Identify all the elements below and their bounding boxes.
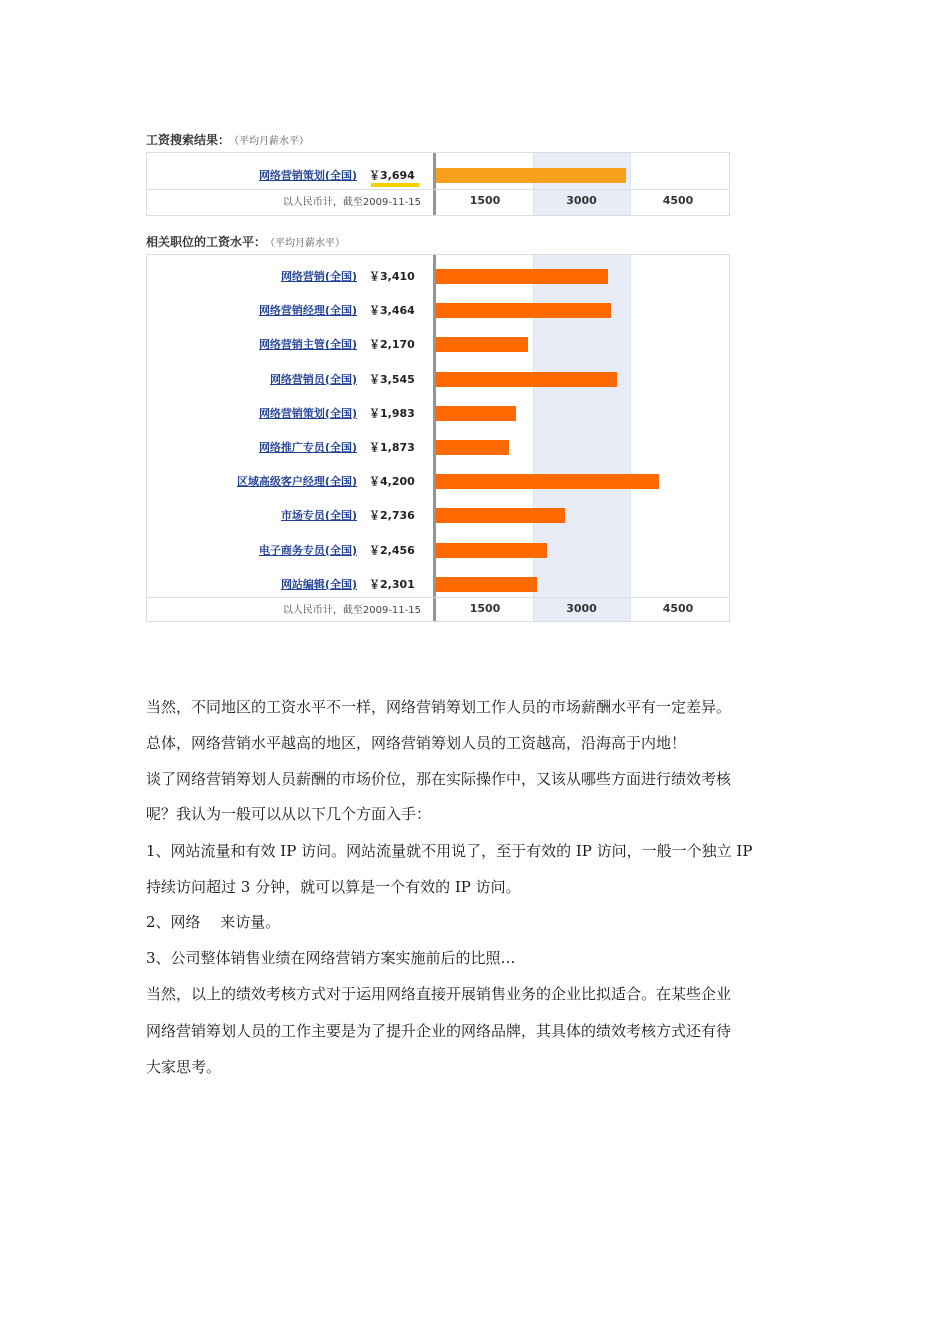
value-label: ￥1,873 bbox=[369, 441, 415, 454]
chart-1-title bbox=[146, 131, 309, 148]
bar bbox=[436, 474, 659, 489]
paragraph-line: 持续访问超过 3 分钟，就可以算是一个有效的 IP 访问。 bbox=[146, 878, 521, 896]
chart-1-title-text: 工资搜索结果： bbox=[146, 133, 231, 147]
bar bbox=[436, 406, 516, 421]
paragraph-line: 总体，网络营销水平越高的地区，网络营销筹划人员的工资越高，沿海高于内地！ bbox=[146, 734, 687, 752]
bar bbox=[436, 168, 626, 183]
value-label: ￥2,301 bbox=[369, 577, 415, 591]
bar bbox=[436, 269, 608, 284]
category-link[interactable]: 网络营销主管(全国) bbox=[258, 338, 357, 352]
tick-label: 4500 bbox=[662, 602, 694, 615]
paragraph-line: 大家思考。 bbox=[146, 1058, 222, 1076]
category-link[interactable]: 区域高级客户经理(全国) bbox=[236, 475, 357, 489]
paragraph-line: 当然，不同地区的工资水平不一样，网络营销筹划工作人员的市场薪酬水平有一定差异。 bbox=[146, 698, 732, 716]
tick-label: 3000 bbox=[566, 602, 597, 615]
category-link[interactable]: 网站编辑(全国) bbox=[280, 577, 357, 591]
paragraph-line: 3、公司整体销售业绩在网络营销方案实施前后的比照… bbox=[146, 949, 516, 967]
currency-note: 以人民币计，截至2009-11-15 bbox=[282, 197, 421, 208]
salary-search-chart bbox=[146, 152, 730, 216]
category-link[interactable]: 网络营销员(全国) bbox=[269, 372, 357, 386]
bar bbox=[436, 337, 528, 352]
chart-1-note: （平均月薪水平） bbox=[234, 136, 310, 147]
bar bbox=[436, 372, 617, 387]
value-label: ￥1,983 bbox=[369, 406, 415, 420]
value-label: ￥2,456 bbox=[369, 543, 415, 557]
category-link[interactable]: 网络营销策划(全国) bbox=[258, 169, 357, 182]
currency-note: 以人民币计，截至2009-11-15 bbox=[282, 605, 421, 616]
chart-2-note: （平均月薪水平） bbox=[270, 238, 346, 249]
tick-label: 1500 bbox=[469, 194, 501, 207]
value-label: ￥2,170 bbox=[369, 338, 415, 352]
bar bbox=[436, 543, 547, 558]
value-label: ￥2,736 bbox=[369, 509, 415, 523]
value-label: ￥3,464 bbox=[369, 304, 415, 318]
category-link[interactable]: 电子商务专员(全国) bbox=[258, 543, 357, 557]
chart-2-title-text: 相关职位的工资水平： bbox=[146, 235, 267, 249]
tick-label: 1500 bbox=[469, 602, 501, 615]
tick-label: 4500 bbox=[662, 194, 694, 207]
bar bbox=[436, 440, 509, 455]
value-label: ￥3,410 bbox=[369, 270, 415, 283]
gridline bbox=[630, 255, 631, 621]
category-link[interactable]: 网络营销(全国) bbox=[280, 270, 357, 283]
chart-footer bbox=[147, 597, 729, 622]
category-link[interactable]: 网络推广专员(全国) bbox=[258, 441, 357, 454]
category-link[interactable]: 网络营销经理(全国) bbox=[258, 304, 357, 318]
bar bbox=[436, 303, 611, 318]
value-highlight bbox=[371, 183, 419, 187]
paragraph-line: 网络营销筹划人员的工作主要是为了提升企业的网络品牌，其具体的绩效考核方式还有待 bbox=[146, 1022, 732, 1040]
paragraph-line: 当然，以上的绩效考核方式对于运用网络直接开展销售业务的企业比拟适合。在某些企业 bbox=[146, 985, 732, 1003]
chart-footer bbox=[147, 189, 729, 216]
paragraph-line: 2、网络 来访量。 bbox=[146, 913, 281, 931]
category-link[interactable]: 市场专员(全国) bbox=[280, 509, 357, 523]
bar bbox=[436, 508, 565, 523]
value-label: ￥3,545 bbox=[369, 372, 415, 386]
value-label: ￥3,694 bbox=[369, 169, 415, 182]
paragraph-line: 谈了网络营销筹划人员薪酬的市场价位，那在实际操作中，又该从哪些方面进行绩效考核 bbox=[146, 770, 732, 788]
value-label: ￥4,200 bbox=[369, 475, 415, 489]
bar bbox=[436, 577, 537, 592]
category-link[interactable]: 网络营销策划(全国) bbox=[258, 406, 357, 420]
paragraph-line: 呢？我认为一般可以从以下几个方面入手： bbox=[146, 805, 432, 823]
paragraph-line: 1、网站流量和有效 IP 访问。网站流量就不用说了，至于有效的 IP 访问，一般一个独立 IP bbox=[146, 842, 753, 860]
tick-label: 3000 bbox=[566, 194, 597, 207]
chart-2-title bbox=[146, 233, 345, 250]
related-positions-chart bbox=[146, 254, 730, 622]
